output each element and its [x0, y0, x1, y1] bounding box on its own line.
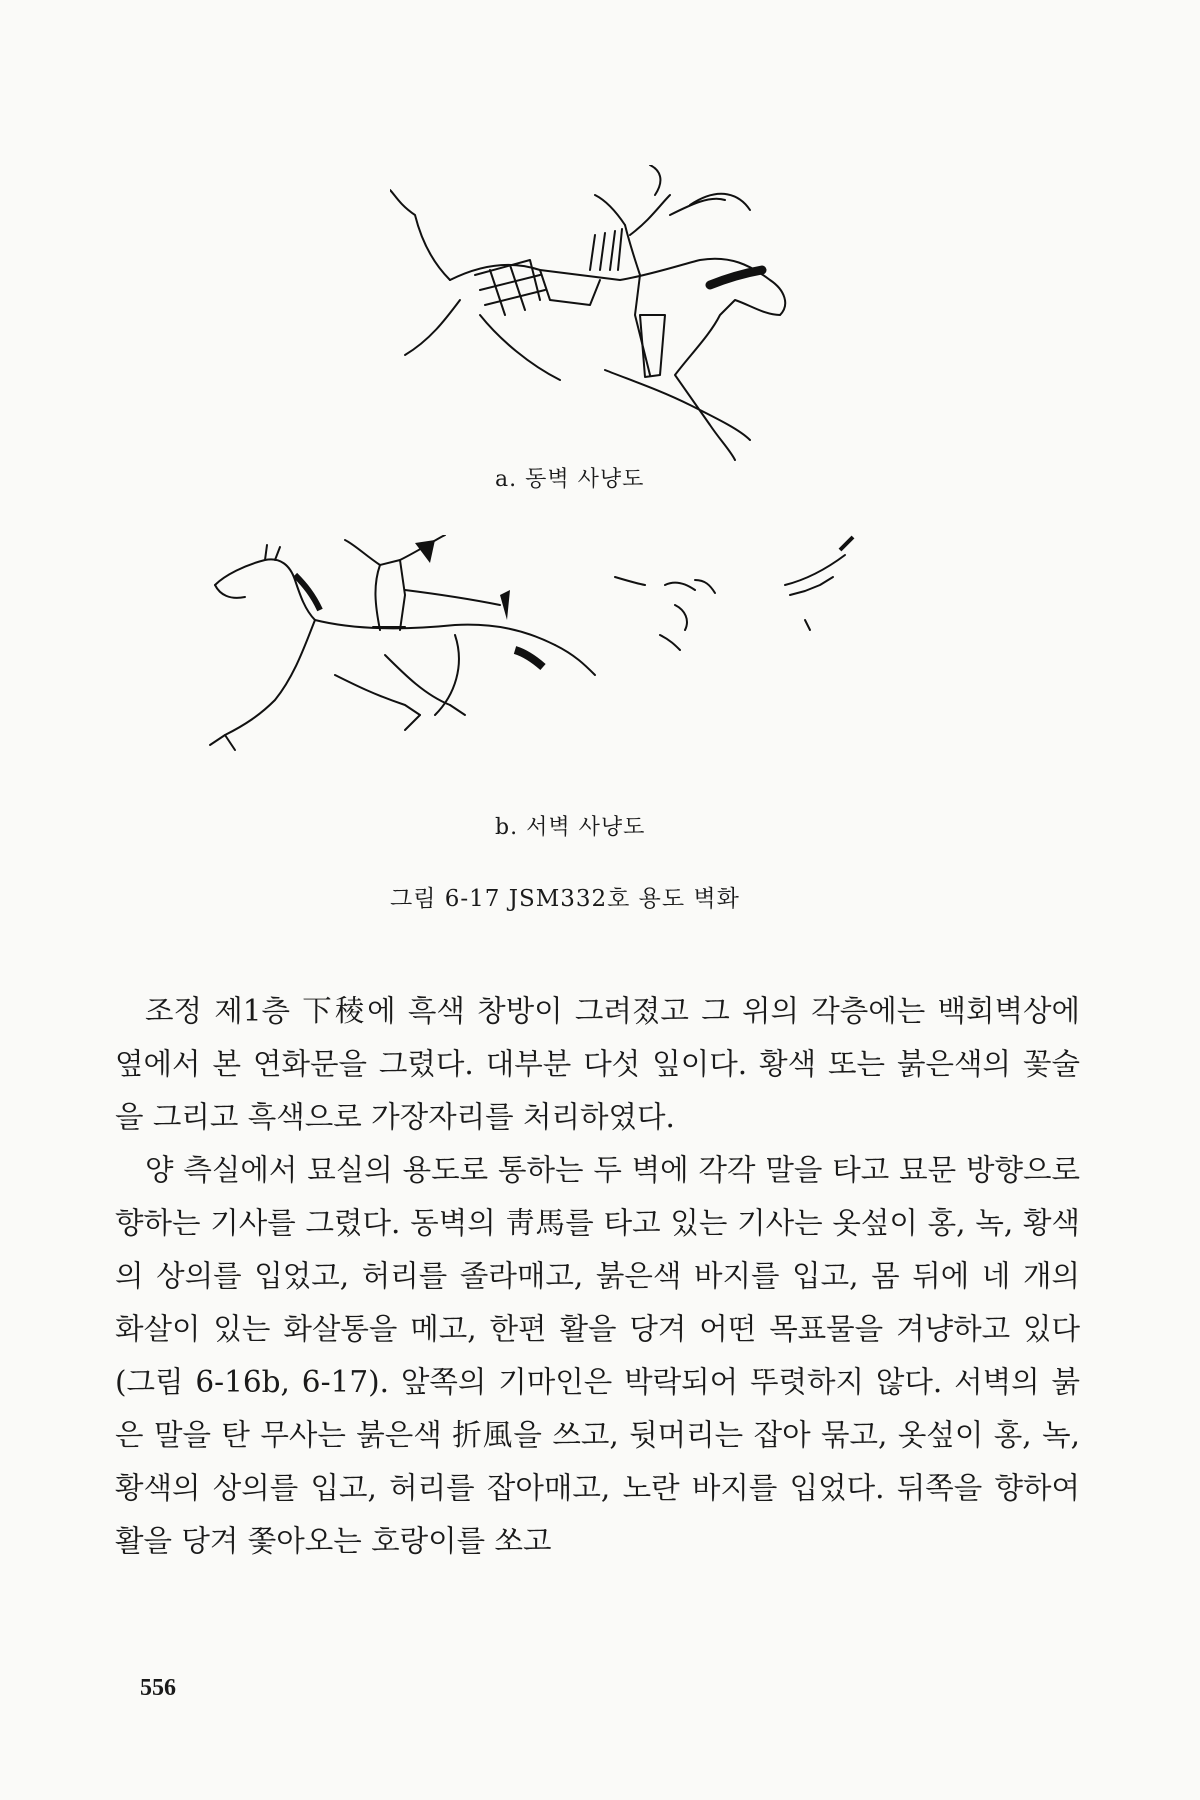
- paragraph: 양 측실에서 묘실의 용도로 통하는 두 벽에 각각 말을 타고 묘문 방향으로 향하는 기사를 그렸다. 동벽의 靑馬를 타고 있는 기사는 옷섶이 홍, 녹, 황색의 상의를 입었고, 허리를 졸라매고, 붉은색 바지를 입고, 몸 뒤에 네 개의 화살이 있는 화살통을 메고, 한편 활을 당겨 어떤 목표물을 겨냥하고 있다(그림 6-16b, 6-17). 앞쪽의 기마인은 박락되어 뚜렷하지 않다. 서벽의 붉은 말을 탄 무사는 붉은색 折風을 쓰고, 뒷머리는 잡아 묶고, 옷섶이 홍, 녹, 황색의 상의를 입고, 허리를 잡아매고, 노란 바지를 입었다. 뒤쪽을 향하여 활을 당겨 쫓아오는 호랑이를 쏘고: [115, 1153, 1080, 1558]
- west-wall-hunting-drawing: [205, 535, 965, 825]
- paragraph: 조정 제1층 下稜에 흑색 창방이 그려졌고 그 위의 각층에는 백회벽상에 옆에서 본 연화문을 그렸다. 대부분 다섯 잎이다. 황색 또는 붉은색의 꽃술을 그리고 흑색으로 가장자리를 처리하였다.: [115, 994, 1080, 1134]
- figure-b-illustration: [205, 535, 965, 825]
- east-wall-hunting-drawing: [390, 165, 860, 485]
- figure-title: 그림 6-17 JSM332호 용도 벽화: [390, 886, 740, 912]
- page-number: 556: [140, 1675, 176, 1701]
- figure-a-illustration: [390, 165, 860, 485]
- caption-a: a. 동벽 사냥도: [495, 467, 645, 492]
- body-text: [115, 985, 1080, 1568]
- caption-b: b. 서벽 사냥도: [495, 815, 646, 840]
